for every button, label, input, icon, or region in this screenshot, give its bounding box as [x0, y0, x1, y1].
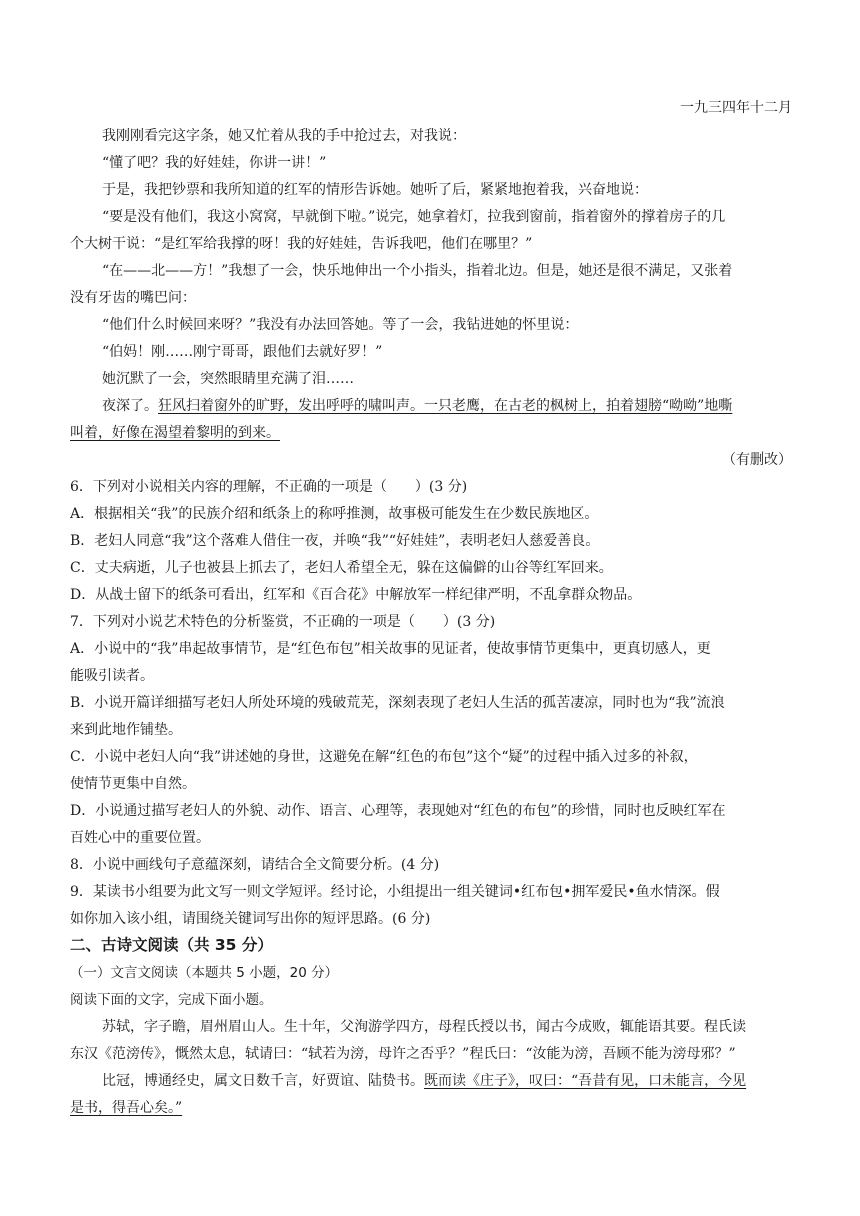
- section-heading: 二、古诗文阅读（共 35 分）: [70, 936, 273, 954]
- story-paragraph: 于是，我把钞票和我所知道的红军的情形告诉她。她听了后，紧紧地抱着我，兴奋地说：: [102, 182, 648, 198]
- question-7: 7．下列对小说艺术特色的分析鉴赏，不正确的一项是（ ）(3 分): [70, 614, 496, 630]
- classical-text: 苏轼，字子瞻，眉州眉山人。生十年，父洵游学四方，母程氏授以书，闻古今成败，辄能语其要。程氏读: [102, 1019, 746, 1035]
- story-final-paragraph-cont: [70, 423, 792, 443]
- story-paragraph: “懂了吧？我的好娃娃，你讲一讲！”: [102, 155, 327, 171]
- subsection-heading: （一）文言文阅读（本题共 5 小题，20 分）: [70, 965, 339, 981]
- question-7-option-a-cont: 能吸引读者。: [70, 668, 154, 684]
- question-9: 9．某读书小组要为此文写一则文学短评。经讨论，小组提出一组关键词•红布包•拥军爱民•鱼水情深。假: [70, 884, 720, 900]
- question-7-option-d-cont: 百姓心中的重要位置。: [70, 830, 210, 846]
- question-7-option-b: B．小说开篇详细描写老妇人所处环境的残破荒芜，深刻表现了老妇人生活的孤苦凄凉，同时也为“我”流浪: [70, 695, 725, 711]
- underlined-sentence: 叫着，好像在渴望着黎明的到来。: [70, 425, 280, 441]
- classical-text-cont: [70, 1098, 792, 1118]
- classical-text: [102, 1071, 792, 1091]
- question-7-option-a: A．小说中的“我”串起故事情节，是“红色布包”相关故事的见证者，使故事情节更集中，更真切感人，更: [70, 641, 711, 657]
- story-date: 一九三四年十二月: [680, 100, 792, 116]
- story-text: 夜深了。: [102, 398, 158, 414]
- question-7-option-b-cont: 来到此地作铺垫。: [70, 722, 182, 738]
- story-paragraph: 我刚刚看完这字条，她又忙着从我的手中抢过去，对我说：: [102, 128, 466, 144]
- question-7-option-c: C．小说中老妇人向“我”讲述她的身世，这避免在解“红色的布包”这个“疑”的过程中插入过多的补叙，: [70, 749, 698, 765]
- underlined-sentence: 狂风扫着窗外的旷野，发出呼呼的啸叫声。一只老鹰，在古老的枫树上，拍着翅膀“呦呦”地嘶: [158, 398, 733, 414]
- question-6-option-d: D．从战士留下的纸条可看出，红军和《百合花》中解放军一样纪律严明，不乱拿群众物品。: [70, 587, 642, 603]
- story-paragraph: “要是没有他们，我这小窝窝，早就倒下啦。”说完，她拿着灯，拉我到窗前，指着窗外的撑着房子的几: [102, 209, 726, 225]
- question-7-option-d: D．小说通过描写老妇人的外貌、动作、语言、心理等，表现她对“红色的布包”的珍惜，同时也反映红军在: [70, 803, 726, 819]
- question-6: 6．下列对小说相关内容的理解，不正确的一项是（ ）(3 分): [70, 479, 468, 495]
- classical-text-cont: 东汉《范滂传》，慨然太息，轼请曰：“轼若为滂，母许之否乎？”程氏曰：“汝能为滂，吾顾不能为滂母邪？”: [70, 1046, 736, 1062]
- question-8: 8．小说中画线句子意蕴深刻，请结合全文简要分析。(4 分): [70, 857, 440, 873]
- question-6-option-b: B．老妇人同意“我”这个落难人借住一夜，并唤“我”“好娃娃”，表明老妇人慈爱善良。: [70, 533, 600, 549]
- story-paragraph: “伯妈！刚……刚宁哥哥，跟他们去就好罗！”: [102, 344, 383, 360]
- underlined-sentence: 既而读《庄子》，叹曰：“吾昔有见，口未能言，今见: [424, 1073, 747, 1089]
- story-paragraph: “他们什么时候回来呀？”我没有办法回答她。等了一会，我钻进她的怀里说：: [102, 317, 579, 333]
- question-7-option-c-cont: 使情节更集中自然。: [70, 776, 196, 792]
- question-9-cont: 如你加入该小组，请围绕关键词写出你的短评思路。(6 分): [70, 911, 431, 927]
- underlined-sentence: 是书，得吾心矣。”: [70, 1100, 183, 1116]
- question-6-option-c: C．丈夫病逝，儿子也被县上抓去了，老妇人希望全无，躲在这偏僻的山谷等红军回来。: [70, 560, 613, 576]
- story-paragraph-cont: 个大树干说：“是红军给我撑的呀！我的好娃娃，告诉我吧，他们在哪里？”: [70, 236, 533, 252]
- story-paragraph-cont: 没有牙齿的嘴巴问：: [70, 290, 196, 306]
- story-final-paragraph: [102, 396, 792, 416]
- story-paragraph: 她沉默了一会，突然眼睛里充满了泪……: [102, 371, 354, 387]
- reading-instruction: 阅读下面的文字，完成下面小题。: [70, 992, 273, 1008]
- story-paragraph: “在——北——方！”我想了一会，快乐地伸出一个小指头，指着北边。但是，她还是很不满足，又张着: [102, 263, 733, 279]
- classical-text-plain: 比冠，博通经史，属文日数千言，好贾谊、陆贽书。: [102, 1073, 424, 1089]
- question-6-option-a: A．根据相关“我”的民族介绍和纸条上的称呼推测，故事极可能发生在少数民族地区。: [70, 506, 599, 522]
- source-note: （有删改）: [722, 452, 792, 468]
